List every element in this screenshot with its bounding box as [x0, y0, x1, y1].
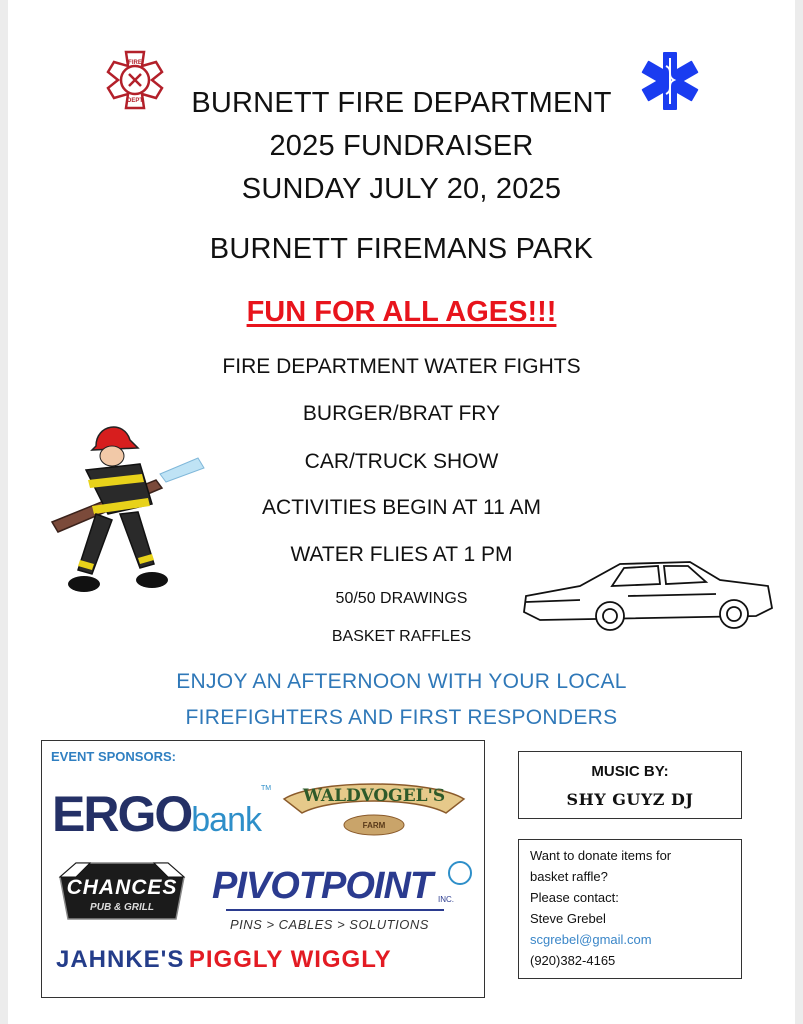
- waldvogel-logo: [276, 769, 472, 839]
- music-label: MUSIC BY:: [591, 763, 669, 780]
- badge-bottom-text: DEPT: [126, 98, 144, 104]
- header-line-1: BURNETT FIRE DEPARTMENT: [191, 87, 612, 119]
- donate-box: [518, 839, 742, 979]
- pivotpoint-inc-text: INC.: [438, 895, 454, 904]
- classic-car-icon: [520, 556, 775, 638]
- pivotpoint-main-text: PIVOTPOINT: [212, 865, 433, 907]
- pivotpoint-tagline: PINS > CABLES > SOLUTIONS: [230, 917, 429, 932]
- sponsors-title: EVENT SPONSORS:: [51, 749, 176, 764]
- ergo-bank-text: bank: [191, 801, 261, 839]
- ergo-bank-logo: [52, 785, 282, 845]
- music-box: [518, 751, 742, 819]
- contact-email-link[interactable]: scgrebel@gmail.com: [530, 932, 652, 947]
- jahnke-text: JAHNKE'S: [56, 946, 185, 973]
- contact-phone: (920)382-4165: [530, 953, 616, 968]
- waldvogel-text: WALDVOGEL'S: [302, 786, 446, 806]
- piggly-wiggly-text: PIGGLY WIGGLY: [188, 946, 392, 973]
- chances-sub-text: PUB & GRILL: [90, 902, 154, 913]
- pivotpoint-circle-icon: [448, 861, 472, 885]
- ergo-main-text: ERGO: [52, 786, 192, 842]
- activity-item: ACTIVITIES BEGIN AT 11 AM: [262, 496, 541, 519]
- activity-item: BASKET RAFFLES: [331, 628, 472, 645]
- chances-logo: [56, 859, 188, 931]
- ergo-tm-text: TM: [260, 785, 272, 792]
- activity-item: 50/50 DRAWINGS: [335, 590, 468, 607]
- pivotpoint-logo: [212, 859, 476, 939]
- waldvogel-sub-text: FARM: [362, 821, 386, 830]
- activity-item: WATER FLIES AT 1 PM: [290, 543, 513, 566]
- pivotpoint-underline: [226, 909, 444, 911]
- donate-content: [530, 845, 671, 971]
- chances-main-text: CHANCES: [66, 876, 178, 899]
- activity-item: BURGER/BRAT FRY: [302, 402, 501, 425]
- location: BURNETT FIREMANS PARK: [209, 233, 594, 265]
- tagline: FUN FOR ALL AGES!!!: [246, 296, 557, 328]
- activity-item: FIRE DEPARTMENT WATER FIGHTS: [222, 355, 581, 378]
- contact-name: Steve Grebel: [530, 911, 606, 926]
- enjoy-line-2: FIREFIGHTERS AND FIRST RESPONDERS: [185, 706, 618, 729]
- donate-line-1: Want to donate items for: [530, 848, 672, 863]
- jahnke-piggly-logo: [56, 946, 392, 974]
- badge-top-text: FIRE: [128, 60, 142, 66]
- sponsors-box: [41, 740, 485, 998]
- music-dj: SHY GUYZ DJ: [566, 790, 694, 809]
- donate-line-2: basket raffle?: [530, 869, 608, 884]
- firefighter-hose-icon: [48, 410, 208, 605]
- donate-line-3: Please contact:: [530, 890, 619, 905]
- header-line-3: SUNDAY JULY 20, 2025: [241, 173, 562, 205]
- header-line-2: 2025 FUNDRAISER: [269, 130, 534, 162]
- enjoy-line-1: ENJOY AN AFTERNOON WITH YOUR LOCAL: [176, 670, 627, 693]
- activity-item: CAR/TRUCK SHOW: [304, 450, 499, 473]
